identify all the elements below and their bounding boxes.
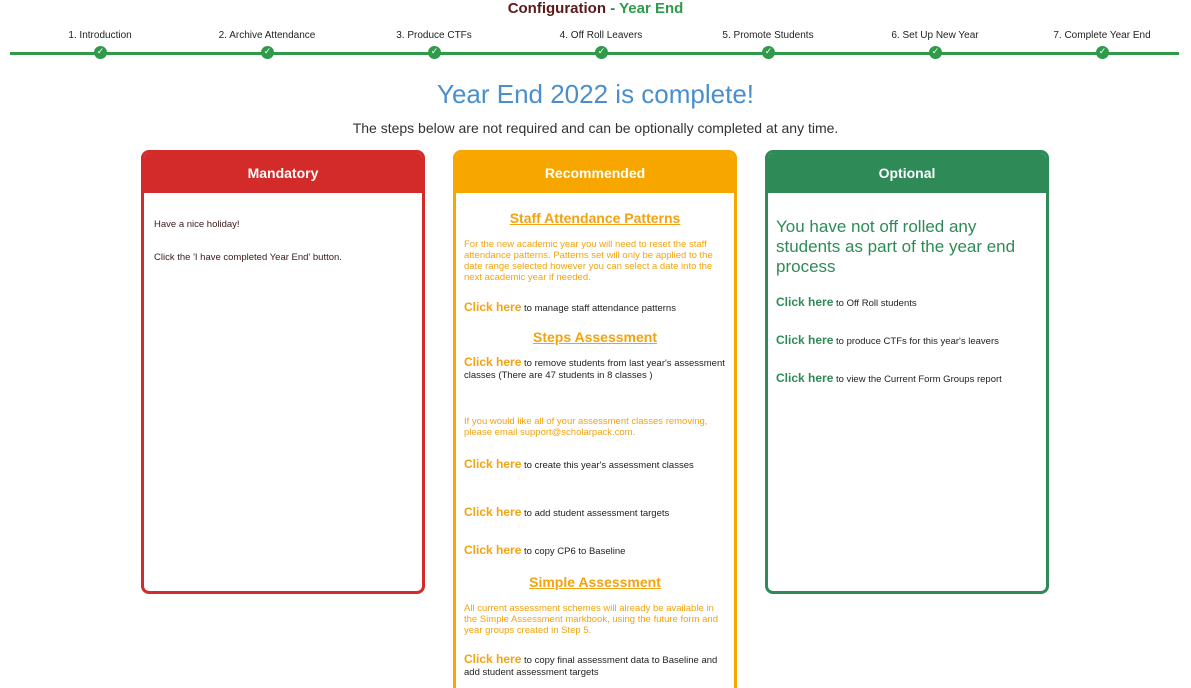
link-description: to produce CTFs for this year's leavers — [833, 336, 999, 347]
wizard-stepper — [10, 30, 1179, 60]
steps-assessment-heading: Steps Assessment — [533, 329, 657, 345]
step-set-up-new-year[interactable] — [855, 30, 1015, 57]
step-label: 1. Introduction — [68, 30, 132, 41]
step-label: 3. Produce CTFs — [396, 30, 472, 41]
link-description: to Off Roll students — [833, 298, 917, 309]
mandatory-holiday-text: Have a nice holiday! — [154, 219, 240, 230]
remove-students-row — [464, 356, 728, 382]
step-promote-students[interactable] — [688, 30, 848, 57]
copy-cp6-row — [464, 544, 728, 558]
check-icon: ✓ — [595, 46, 608, 59]
manage-staff-patterns-link[interactable]: Click here — [464, 300, 522, 314]
page-header — [0, 0, 1191, 17]
mandatory-instruction-text: Click the 'I have completed Year End' button. — [154, 252, 342, 263]
off-roll-status-text: You have not off rolled any students as part of the year end process — [776, 217, 1016, 276]
staff-attendance-row — [464, 301, 728, 315]
produce-ctfs-row — [776, 334, 1040, 348]
simple-assessment-heading: Simple Assessment — [529, 574, 661, 590]
step-off-roll-leavers[interactable] — [521, 30, 681, 57]
form-groups-report-link[interactable]: Click here — [776, 371, 834, 385]
recommended-card-header: Recommended — [456, 153, 734, 193]
check-icon: ✓ — [261, 46, 274, 59]
header-title: Configuration — [507, 0, 607, 17]
step-produce-ctfs[interactable] — [354, 30, 514, 57]
optional-card — [765, 150, 1049, 594]
link-description: to create this year's assessment classes — [521, 460, 694, 471]
link-description: to copy final assessment data to Baseline and add student assessment targets — [464, 655, 718, 678]
link-description: to remove students from last year's assessment classes (There are 47 students in 8 classes ) — [464, 358, 725, 381]
check-icon: ✓ — [762, 46, 775, 59]
produce-ctfs-link[interactable]: Click here — [776, 333, 834, 347]
link-description: to manage staff attendance patterns — [521, 303, 676, 314]
step-label: 4. Off Roll Leavers — [559, 30, 643, 41]
steps-assessment-description: If you would like all of your assessment classes removing, please email support@scholarpack.com. — [464, 416, 708, 438]
off-roll-students-link[interactable]: Click here — [776, 295, 834, 309]
step-label: 2. Archive Attendance — [218, 30, 316, 41]
recommended-card — [453, 150, 737, 688]
create-classes-row — [464, 458, 728, 472]
mandatory-card-header: Mandatory — [144, 153, 422, 193]
check-icon: ✓ — [94, 46, 107, 59]
staff-attendance-description: For the new academic year you will need to reset the staff attendance patterns. Patterns set will only be applied to the date range selected however you can select a date into the next academic year if needed. — [464, 239, 713, 283]
copy-cp6-link[interactable]: Click here — [464, 543, 522, 557]
step-label: 6. Set Up New Year — [891, 30, 979, 41]
create-assessment-classes-link[interactable]: Click here — [464, 457, 522, 471]
check-icon: ✓ — [428, 46, 441, 59]
link-description: to view the Current Form Groups report — [833, 374, 1002, 385]
step-introduction[interactable] — [20, 30, 180, 57]
step-label: 7. Complete Year End — [1053, 30, 1151, 41]
completion-subtitle: The steps below are not required and can be optionally completed at any time. — [352, 120, 839, 136]
form-groups-report-row — [776, 372, 1040, 386]
link-description: to copy CP6 to Baseline — [521, 546, 626, 557]
add-targets-row — [464, 506, 728, 520]
simple-assessment-description: All current assessment schemes will already be available in the Simple Assessment markbook, using the future form and year groups created in Step 5. — [464, 603, 718, 636]
mandatory-card — [141, 150, 425, 594]
add-assessment-targets-link[interactable]: Click here — [464, 505, 522, 519]
optional-card-header: Optional — [768, 153, 1046, 193]
off-roll-row — [776, 296, 1040, 310]
copy-final-assessment-link[interactable]: Click here — [464, 652, 522, 666]
link-description: to add student assessment targets — [521, 508, 670, 519]
check-icon: ✓ — [1096, 46, 1109, 59]
remove-students-link[interactable]: Click here — [464, 355, 522, 369]
header-subtitle: Year End — [619, 0, 684, 17]
step-label: 5. Promote Students — [722, 30, 814, 41]
header-separator: - — [610, 0, 616, 17]
copy-final-data-row — [464, 653, 728, 679]
completion-title: Year End 2022 is complete! — [436, 79, 755, 109]
step-archive-attendance[interactable] — [187, 30, 347, 57]
staff-attendance-heading: Staff Attendance Patterns — [509, 210, 681, 226]
check-icon: ✓ — [929, 46, 942, 59]
step-complete-year-end[interactable] — [1022, 30, 1182, 57]
